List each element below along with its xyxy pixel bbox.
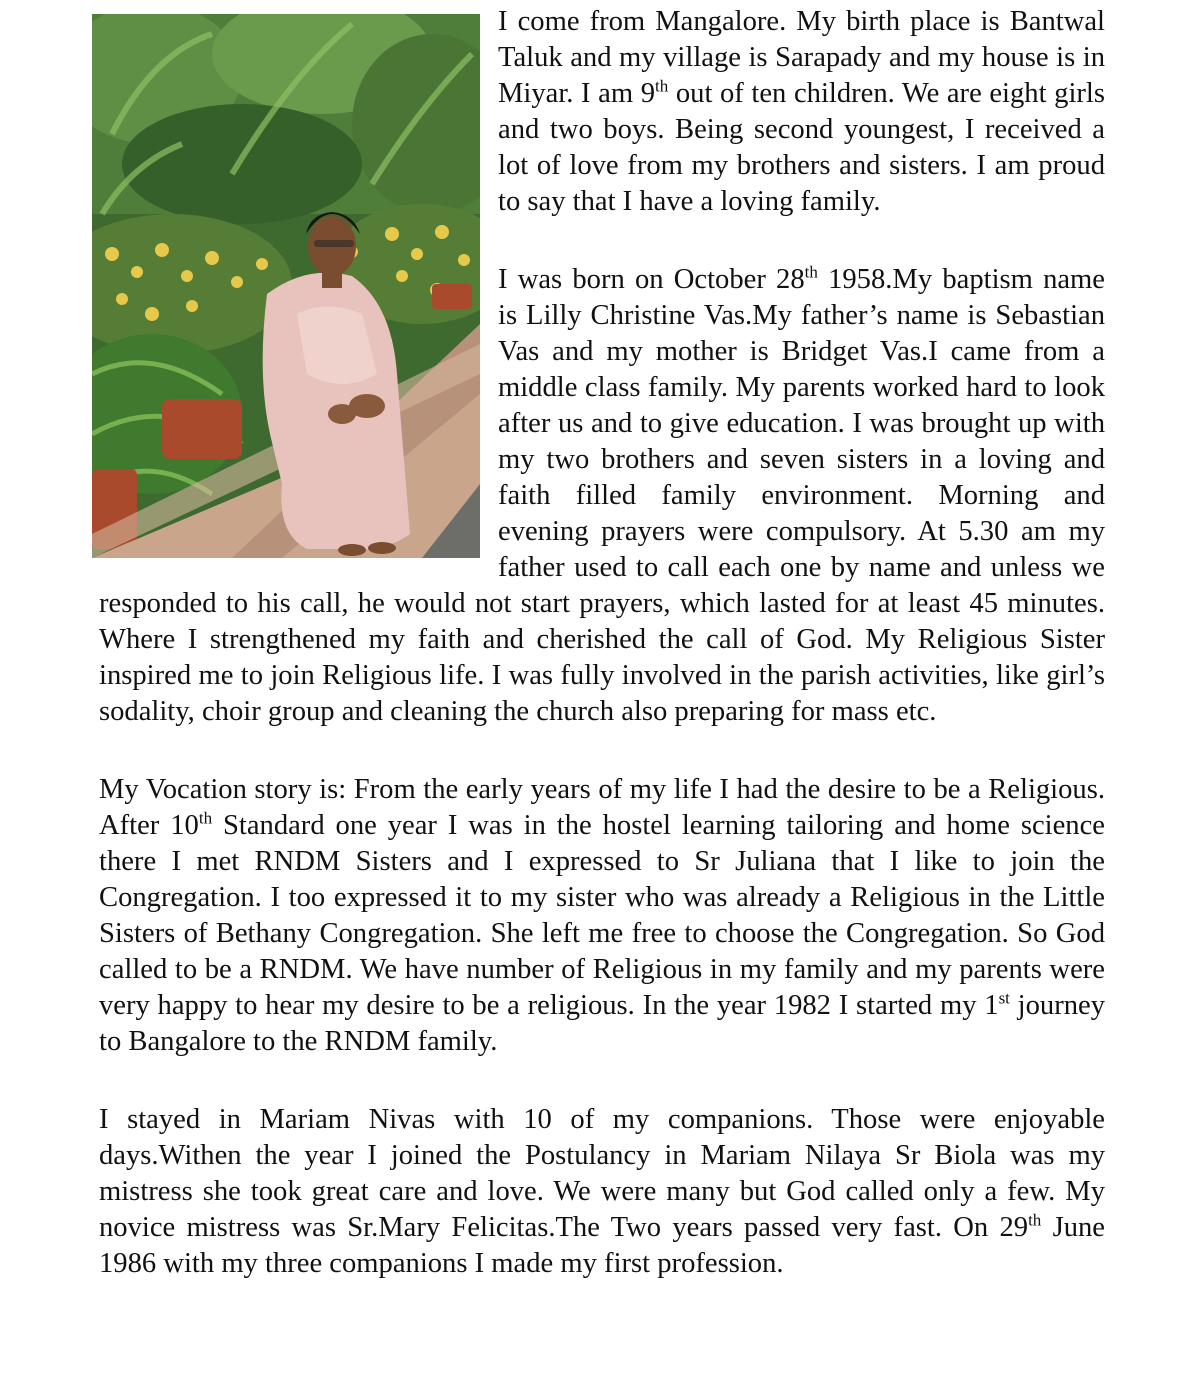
portrait-photo-icon: [92, 14, 480, 558]
paragraph-formation: [99, 1102, 1105, 1282]
ordinal-suffix: th: [655, 76, 669, 96]
ordinal-suffix: st: [998, 988, 1010, 1008]
paragraph-text: I was born on October 28: [498, 264, 805, 295]
paragraph-text: Standard one year I was in the hostel learning tailoring and home science there I met RNDM Sisters and I expressed to Sr Juliana that I like to join the Congregation. I too expressed it to my sister who was already a Religious in the Little Sisters of Bethany Congregation. She left me free to choose the Congregation. So God called to be a RNDM. We have number of Religious in my family and my parents were very happy to hear my desire to be a religious. In the year 1982 I started my 1: [99, 810, 1105, 1021]
paragraph-text: out of ten children. We are eight girls and two boys. Being second youngest, I received a lot of love from my brothers and sisters. I am proud to say that I have a loving family.: [498, 78, 1105, 217]
paragraph-text: My Vocation story is: From the early years of my life I had the desire to be a Religious. After 10: [99, 774, 1105, 841]
paragraph-text: journey to Bangalore to the RNDM family.: [99, 990, 1106, 1057]
paragraph-vocation: [99, 772, 1105, 1060]
ordinal-suffix: th: [1028, 1210, 1042, 1230]
ordinal-suffix: th: [198, 808, 213, 828]
document-page: [99, 4, 1105, 1282]
paragraph-text: I come from Mangalore. My birth place is Bantwal Taluk and my village is Sarapady and my house is in Miyar. I am 9: [498, 6, 1105, 109]
paragraph-text: I stayed in Mariam Nivas with 10 of my companions. Those were enjoyable days.Withen the year I joined the Postulancy in Mariam Nilaya Sr Biola was my mistress she took great care and love. We were many but God called only a few. My novice mistress was Sr.Mary Felicitas.The Two years passed very fast. On 29: [99, 1104, 1105, 1243]
paragraph-text: 1958.My baptism name is Lilly Christine Vas.My father’s name is Sebastian Vas and my mother is Bridget Vas.I came from a middle class family. My parents worked hard to look after us and to give education. I was brought up with my two brothers and seven sisters in a loving and faith filled family environment. Morning and evening prayers were compulsory. At 5.30 am my father used to call each one by name and unless we responded to his call, he would not start prayers, which lasted for at least 45 minutes. Where I strengthened my faith and cherished the call of God. My Religious Sister inspired me to join Religious life. I was fully involved in the parish activities, like girl’s sodality, choir group and cleaning the church also preparing for mass etc.: [99, 264, 1105, 727]
paragraph-text: June 1986 with my three companions I made my first profession.: [99, 1212, 1105, 1279]
ordinal-suffix: th: [804, 262, 818, 282]
